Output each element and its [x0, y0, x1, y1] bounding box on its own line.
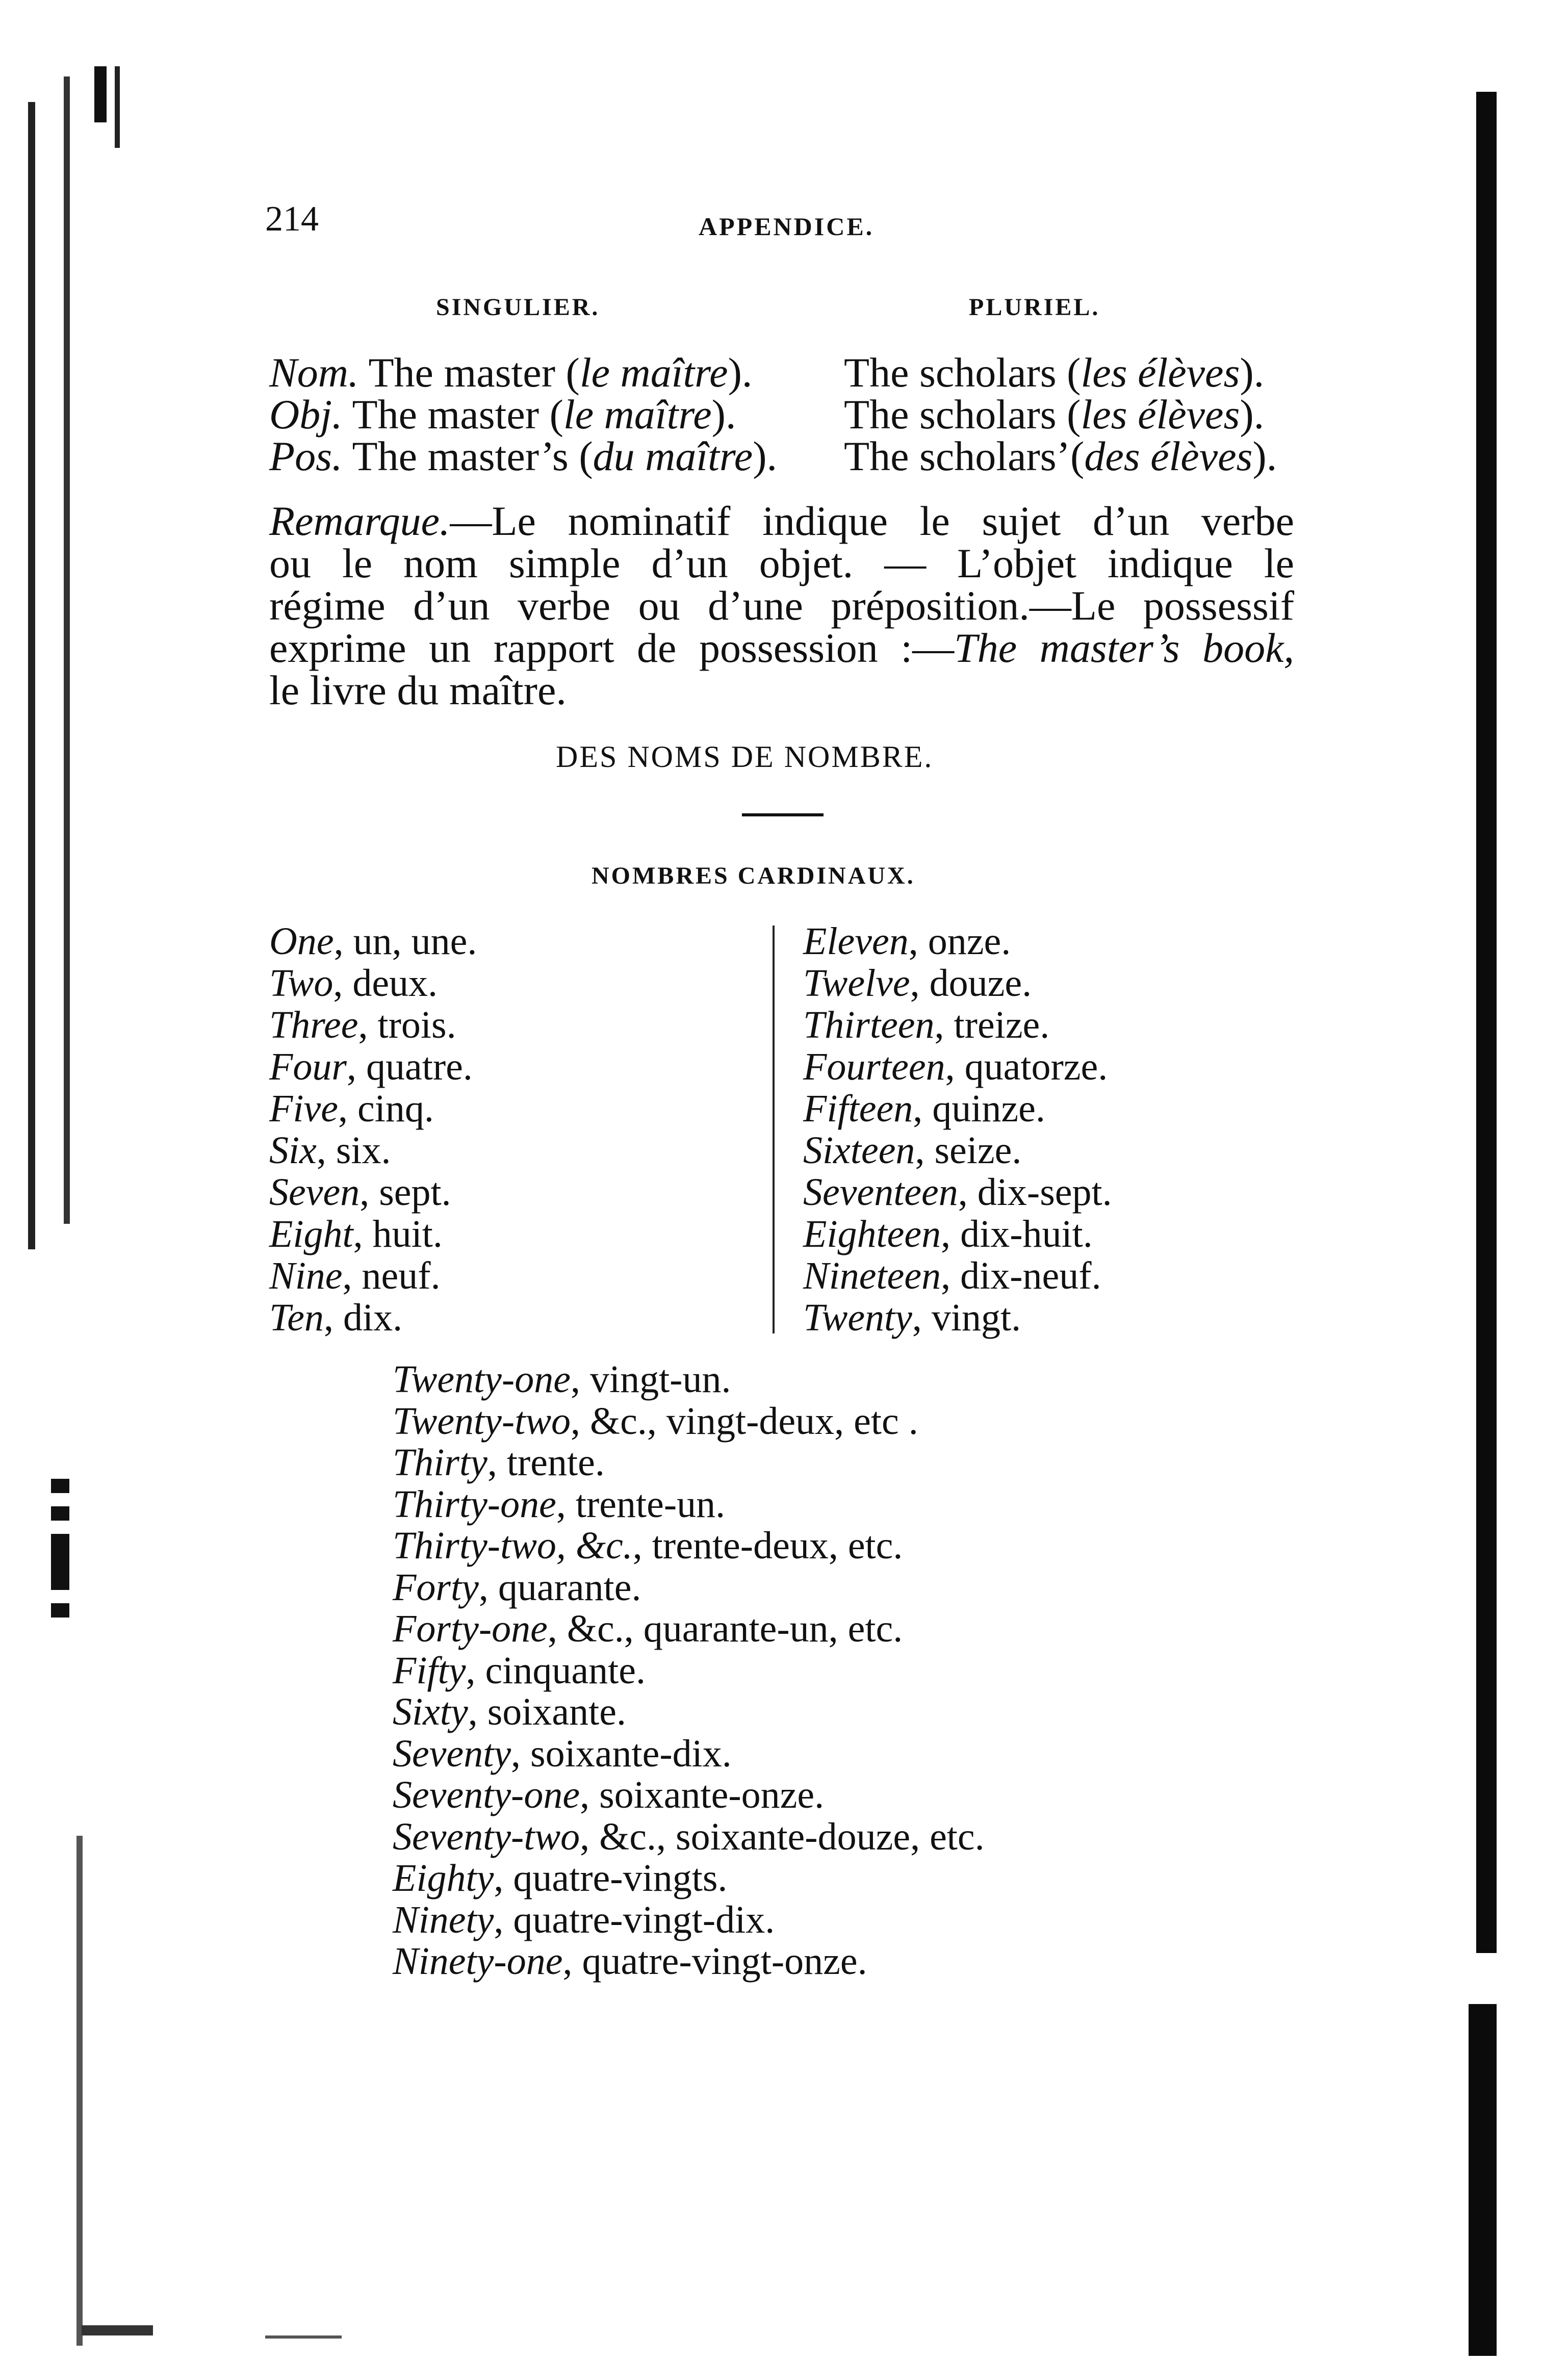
paragraph-line: ou le nom simple d’un objet. — L’objet indique le — [269, 540, 1294, 586]
numeral-entry — [393, 1816, 985, 1858]
english-numeral: Nineteen — [803, 1254, 941, 1297]
english-numeral: Sixteen — [803, 1129, 915, 1172]
paragraph-text: exprime un rapport de possession :— — [269, 625, 955, 671]
english-numeral: Sixty — [393, 1690, 468, 1733]
french-numeral: , trente. — [487, 1441, 605, 1484]
english-numeral: Eighteen — [803, 1213, 941, 1255]
paragraph-line — [269, 627, 1294, 669]
french-numeral: , trois. — [358, 1004, 456, 1046]
english-numeral: Thirty — [393, 1441, 487, 1484]
french-numeral: , trente-un. — [556, 1482, 726, 1526]
english-numeral: Eight — [269, 1213, 353, 1255]
numeral-entry — [269, 1213, 477, 1255]
numeral-entry — [393, 1567, 985, 1609]
declension-row — [269, 349, 777, 396]
french-numeral: , dix-neuf. — [941, 1254, 1101, 1297]
french-numeral: , douze. — [910, 962, 1032, 1005]
numeral-entry — [393, 1775, 985, 1816]
page-number: 214 — [265, 199, 319, 239]
english-numeral: Ten — [269, 1296, 324, 1339]
english-numeral: Eighty — [393, 1857, 494, 1899]
declension-row — [844, 349, 1277, 396]
numeral-entry — [803, 1088, 1112, 1129]
french-numeral: , quatre-vingt-dix. — [494, 1898, 775, 1941]
scan-edge-left — [28, 102, 35, 1249]
french-gloss: le maître — [579, 349, 728, 396]
french-numeral: , vingt. — [912, 1296, 1021, 1339]
numbers-list-continued — [393, 1359, 985, 1983]
numeral-entry — [269, 1297, 477, 1339]
french-numeral: , trente-deux, etc. — [632, 1524, 903, 1567]
numeral-entry — [803, 1171, 1112, 1213]
french-numeral: , treize. — [934, 1004, 1050, 1046]
english-numeral: Nine — [269, 1254, 343, 1297]
numeral-entry — [393, 1484, 985, 1526]
section-title: DES NOMS DE NOMBRE. — [556, 740, 934, 774]
declension-row — [844, 391, 1277, 438]
french-numeral: , six. — [316, 1129, 391, 1172]
declension-row — [269, 391, 777, 438]
punctuation: ). — [1252, 433, 1277, 479]
english-numeral: Thirty-one — [393, 1482, 556, 1526]
column-heading-singular: SINGULIER. — [436, 294, 600, 321]
remark-label: Remarque. — [269, 498, 450, 544]
english-numeral: Seventy-two — [393, 1815, 580, 1858]
numeral-entry — [393, 1359, 985, 1401]
numeral-entry — [393, 1858, 985, 1899]
french-numeral: , soixante-dix. — [511, 1732, 732, 1775]
singular-form: The master’s ( — [352, 433, 593, 479]
numeral-entry — [269, 1171, 477, 1213]
section-rule — [742, 813, 824, 816]
scan-edge-left — [64, 76, 70, 1224]
numeral-entry — [803, 1255, 1112, 1297]
scan-edge-left — [94, 66, 107, 122]
numeral-entry — [803, 1046, 1112, 1088]
numeral-entry — [393, 1691, 985, 1733]
french-numeral: , quatre. — [347, 1045, 473, 1088]
english-numeral: Two — [269, 962, 333, 1005]
french-numeral: , cinquante. — [466, 1649, 646, 1692]
french-numeral: , seize. — [915, 1129, 1022, 1172]
french-numeral: , sept. — [359, 1171, 451, 1214]
french-numeral: , quarante. — [478, 1565, 641, 1609]
french-numeral: , dix. — [324, 1296, 403, 1339]
punctuation: ). — [711, 391, 736, 438]
french-numeral: , deux. — [333, 962, 438, 1005]
numeral-entry — [393, 1608, 985, 1650]
remark-paragraph — [269, 500, 1294, 711]
french-numeral: , quatre-vingt-onze. — [562, 1940, 867, 1983]
english-numeral: Seven — [269, 1171, 360, 1214]
english-numeral: One — [269, 920, 334, 963]
numeral-entry — [269, 1046, 477, 1088]
declension-row — [269, 435, 777, 477]
french-numeral: , dix-huit. — [941, 1213, 1093, 1255]
paragraph-line — [269, 500, 1294, 542]
french-gloss: les élèves — [1081, 391, 1240, 438]
english-numeral: Twenty-one — [393, 1358, 571, 1401]
english-numeral: Fifteen — [803, 1087, 913, 1130]
punctuation: ). — [728, 349, 753, 396]
french-numeral: , &c., vingt-deux, etc . — [571, 1399, 918, 1443]
plural-form: The scholars ( — [844, 391, 1081, 438]
numeral-entry — [269, 1129, 477, 1171]
singular-form: The master ( — [368, 349, 580, 396]
scan-edge-left — [115, 66, 120, 148]
case-label: Nom. — [269, 349, 359, 396]
french-gloss: le maître — [563, 391, 712, 438]
french-numeral: , &c., quarante-un, etc. — [547, 1607, 903, 1650]
numeral-entry — [269, 1088, 477, 1129]
numeral-entry — [803, 1004, 1112, 1046]
french-numeral: , quinze. — [913, 1087, 1045, 1130]
french-gloss: des élèves — [1084, 433, 1253, 479]
english-numeral: Three — [269, 1004, 358, 1046]
paragraph-line: le livre du maître. — [269, 667, 567, 713]
french-numeral: , un, une. — [333, 920, 477, 963]
numeral-entry — [803, 962, 1112, 1004]
declension-row — [844, 435, 1277, 477]
scan-edge-left — [82, 2325, 153, 2335]
french-numeral: , onze. — [908, 920, 1011, 963]
english-numeral: Forty — [393, 1565, 479, 1609]
english-numeral: Twenty-two — [393, 1399, 571, 1443]
running-header: APPENDICE. — [699, 212, 875, 241]
numeral-entry — [393, 1899, 985, 1941]
french-numeral: , cinq. — [338, 1087, 434, 1130]
french-numeral: , soixante. — [468, 1690, 626, 1733]
english-numeral: Fifty — [393, 1649, 466, 1692]
french-numeral: , soixante-onze. — [580, 1774, 825, 1816]
paragraph-text: —Le nominatif indique le sujet d’un verbe — [450, 498, 1294, 544]
french-numeral: , huit. — [353, 1213, 443, 1255]
section-subtitle: NOMBRES CARDINAUX. — [592, 862, 915, 889]
english-numeral: Thirty-two, &c. — [393, 1524, 633, 1567]
french-numeral: , vingt-un. — [570, 1358, 731, 1401]
punctuation: ). — [1240, 391, 1265, 438]
example-phrase: The master’s book, — [954, 625, 1294, 671]
numeral-entry — [269, 920, 477, 962]
numeral-entry — [393, 1733, 985, 1775]
french-numeral: , quatre-vingts. — [494, 1857, 728, 1899]
french-gloss: du maître — [593, 433, 753, 479]
numeral-entry — [803, 1297, 1112, 1339]
declension-singular — [269, 349, 777, 479]
numeral-entry — [269, 1255, 477, 1297]
scan-edge-shadow-right — [1476, 92, 1497, 1953]
numeral-entry — [803, 1213, 1112, 1255]
case-label: Obj. — [269, 391, 343, 438]
numeral-entry — [393, 1650, 985, 1692]
numbers-column-right — [803, 920, 1112, 1339]
declension-plural — [844, 349, 1277, 479]
english-numeral: Six — [269, 1129, 317, 1172]
scan-mark-bottom — [265, 2335, 342, 2339]
column-divider — [773, 926, 775, 1333]
numeral-entry — [393, 1525, 985, 1567]
case-label: Pos. — [269, 433, 343, 479]
scan-edge-left — [76, 1836, 83, 2346]
french-numeral: , dix-sept. — [958, 1171, 1112, 1214]
english-numeral: Twenty — [803, 1296, 912, 1339]
english-numeral: Ninety — [393, 1898, 494, 1941]
english-numeral: Forty-one — [393, 1607, 548, 1650]
numeral-entry — [269, 1004, 477, 1046]
french-numeral: , &c., soixante-douze, etc. — [580, 1815, 985, 1858]
numeral-entry — [803, 920, 1112, 962]
english-numeral: Seventy-one — [393, 1774, 580, 1816]
punctuation: ). — [1240, 349, 1265, 396]
french-numeral: , quatorze. — [945, 1045, 1108, 1088]
scan-marks — [51, 1479, 69, 1631]
english-numeral: Four — [269, 1045, 347, 1088]
english-numeral: Ninety-one — [393, 1940, 563, 1983]
english-numeral: Five — [269, 1087, 339, 1130]
english-numeral: Seventeen — [803, 1171, 958, 1214]
numeral-entry — [803, 1129, 1112, 1171]
english-numeral: Fourteen — [803, 1045, 945, 1088]
column-heading-plural: PLURIEL. — [969, 294, 1100, 321]
english-numeral: Seventy — [393, 1732, 511, 1775]
numeral-entry — [269, 962, 477, 1004]
english-numeral: Eleven — [803, 920, 909, 963]
numbers-column-left — [269, 920, 477, 1339]
french-gloss: les élèves — [1081, 349, 1240, 396]
english-numeral: Twelve — [803, 962, 910, 1005]
numeral-entry — [393, 1401, 985, 1443]
singular-form: The master ( — [352, 391, 563, 438]
scan-edge-shadow-right-lower — [1469, 2004, 1497, 2356]
punctuation: ). — [753, 433, 777, 479]
numeral-entry — [393, 1941, 985, 1983]
plural-form: The scholars’( — [844, 433, 1085, 479]
french-numeral: , neuf. — [342, 1254, 441, 1297]
numeral-entry — [393, 1442, 985, 1484]
plural-form: The scholars ( — [844, 349, 1081, 396]
english-numeral: Thirteen — [803, 1004, 935, 1046]
paragraph-line: régime d’un verbe ou d’une préposition.—Le possessif — [269, 582, 1294, 629]
